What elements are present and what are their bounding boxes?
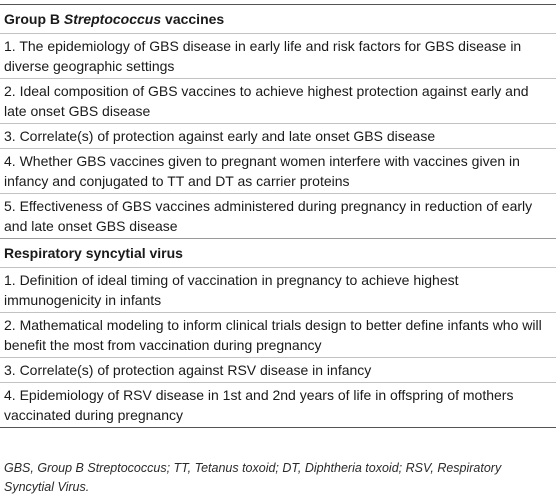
table-row [0, 358, 556, 383]
heading-suffix: vaccines [161, 11, 225, 27]
heading-italic: Streptococcus [63, 11, 162, 27]
table-cell: 5. Effectiveness of GBS vaccines administered during pregnancy in reduction of early and late onset GBS disease [0, 194, 556, 239]
table-row [0, 124, 556, 149]
table-cell: 1. The epidemiology of GBS disease in early life and risk factors for GBS disease in diverse geographic settings [0, 34, 556, 79]
table-cell: 1. Definition of ideal timing of vaccination in pregnancy to achieve highest immunogenicity in infants [0, 268, 556, 313]
table-row [0, 268, 556, 313]
table-cell: 2. Ideal composition of GBS vaccines to achieve highest protection against early and late onset GBS disease [0, 79, 556, 124]
table-cell: 3. Correlate(s) of protection against early and late onset GBS disease [0, 124, 556, 149]
table-row [0, 313, 556, 358]
section-heading-cell [0, 5, 556, 34]
heading-prefix: Respiratory syncytial virus [4, 245, 183, 261]
table-row [0, 149, 556, 194]
table-row [0, 383, 556, 428]
table-row [0, 79, 556, 124]
section-heading-rsv [0, 239, 556, 268]
research-priorities-table [0, 4, 556, 428]
section-heading-cell [0, 239, 556, 268]
table-cell: 4. Whether GBS vaccines given to pregnant women interfere with vaccines given in infancy and conjugated to TT and DT as carrier proteins [0, 149, 556, 194]
table-cell: 4. Epidemiology of RSV disease in 1st and 2nd years of life in offspring of mothers vaccinated during pregnancy [0, 383, 556, 428]
heading-prefix: Group B [4, 11, 64, 27]
section-heading-gbs [0, 5, 556, 34]
table-footnote: GBS, Group B Streptococcus; TT, Tetanus toxoid; DT, Diphtheria toxoid; RSV, Respiratory Syncytial Virus. [4, 461, 502, 494]
table-row [0, 194, 556, 239]
table-cell: 3. Correlate(s) of protection against RSV disease in infancy [0, 358, 556, 383]
table-cell: 2. Mathematical modeling to inform clinical trials design to better define infants who will benefit the most from vaccination during pregnancy [0, 313, 556, 358]
table-row [0, 34, 556, 79]
